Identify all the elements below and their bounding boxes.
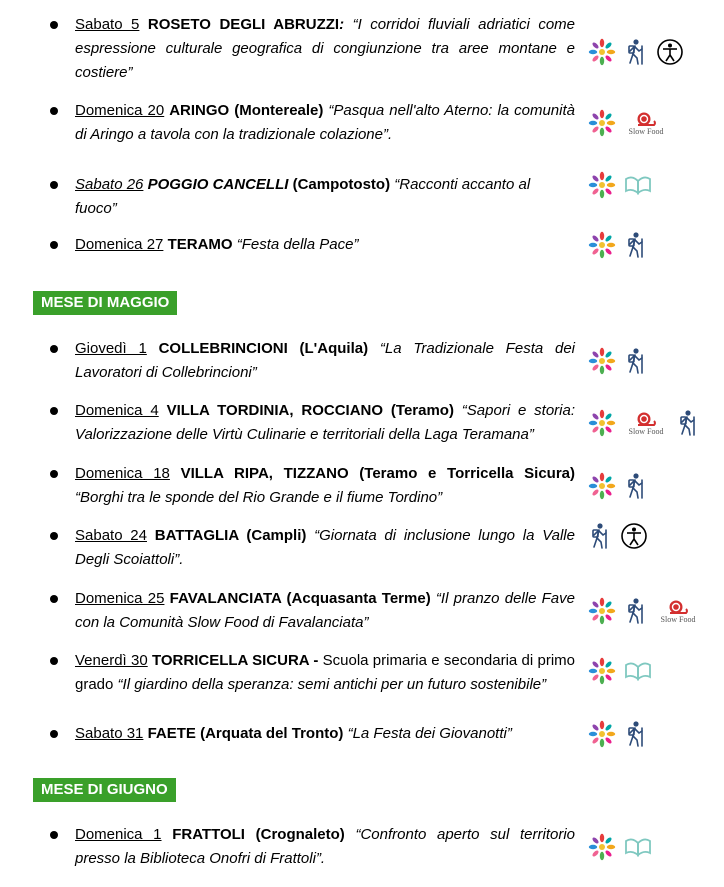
event-sep: : (339, 16, 345, 33)
event-place: ROSETO DEGLI ABRUZZI (147, 16, 340, 33)
bullet (50, 470, 58, 478)
event-icons (588, 109, 668, 137)
event-date: Domenica 18 (75, 465, 170, 482)
event-text (75, 173, 575, 221)
event-title: “Giornata di inclusione lungo la Valle Degli Scoiattoli”. (75, 527, 575, 568)
slow-food-label: Slow Food (628, 426, 664, 436)
event-icons (588, 409, 700, 437)
flower-icon (588, 38, 616, 66)
flower-icon (588, 833, 616, 861)
event-title: “Confronto aperto sul territorio presso la Biblioteca Onofri di Frattoli”. (75, 826, 576, 867)
flower-icon (588, 657, 616, 685)
event-date: Domenica 1 (75, 826, 162, 843)
bullet (50, 345, 58, 353)
hiker-icon (676, 409, 700, 437)
flower-icon (588, 171, 616, 199)
event-text (75, 722, 575, 746)
bullet (50, 241, 58, 249)
bullet (50, 407, 58, 415)
event-place: FAETE (Arquata del Tronto) (147, 725, 344, 742)
slow-food-logo (656, 599, 700, 624)
event-date: Sabato 31 (75, 725, 144, 742)
snail-icon (636, 111, 656, 127)
section-heading-maggio: MESE DI MAGGIO (33, 291, 177, 315)
snail-icon (668, 599, 688, 615)
event-icons (588, 522, 648, 550)
event-extra: (Campotosto) (288, 176, 395, 193)
event-text (75, 649, 575, 697)
event-place: VILLA TORDINIA, ROCCIANO (Teramo) (166, 402, 454, 419)
event-place: POGGIO CANCELLI (147, 176, 289, 193)
event-title: “Borghi tra le sponde del Rio Grande e il fiume Tordino” (75, 489, 443, 506)
bullet (50, 21, 58, 29)
hiker-icon (624, 597, 648, 625)
book-icon (624, 833, 652, 861)
event-text (75, 587, 575, 635)
event-icons (588, 472, 648, 500)
flower-icon (588, 720, 616, 748)
snail-icon (636, 411, 656, 427)
event-title: “Pasqua nell'alto Aterno: la comunità di Aringo a tavola con la tradizionale colazione”. (75, 102, 575, 143)
bullet (50, 730, 58, 738)
event-text (75, 13, 575, 85)
section-heading-giugno: MESE DI GIUGNO (33, 778, 176, 802)
event-text (75, 524, 575, 572)
event-place: BATTAGLIA (Campli) (154, 527, 307, 544)
event-date: Sabato 24 (75, 527, 147, 544)
event-date: Domenica 4 (75, 402, 159, 419)
hiker-icon (624, 231, 648, 259)
event-text (75, 233, 575, 257)
book-icon (624, 171, 652, 199)
flower-icon (588, 472, 616, 500)
bullet (50, 657, 58, 665)
event-icons (588, 720, 648, 748)
event-extra: Scuola primaria e secondaria di primo grado (75, 652, 576, 693)
flower-icon (588, 409, 616, 437)
bullet (50, 181, 58, 189)
event-icons (588, 657, 652, 685)
book-icon (624, 657, 652, 685)
event-text (75, 99, 575, 147)
accessibility-icon (656, 38, 684, 66)
slow-food-logo (624, 411, 668, 436)
event-icons (588, 171, 652, 199)
bullet (50, 831, 58, 839)
event-title: “I corridoi fluviali adriatici come espressione culturale geografica di congiunzione tra aree montane e costiere” (75, 16, 576, 81)
hiker-icon (624, 472, 648, 500)
event-date: Domenica 25 (75, 590, 165, 607)
flower-icon (588, 109, 616, 137)
event-title: “La Tradizionale Festa dei Lavoratori di Collebrincioni” (75, 340, 575, 381)
slow-food-label: Slow Food (660, 614, 696, 624)
event-text (75, 399, 575, 447)
event-title: “La Festa dei Giovanotti” (343, 725, 512, 742)
accessibility-icon (620, 522, 648, 550)
event-date: Domenica 20 (75, 102, 165, 119)
event-title: “Racconti accanto al fuoco” (75, 176, 531, 217)
flower-icon (588, 347, 616, 375)
event-text (75, 462, 575, 510)
flower-icon (588, 231, 616, 259)
event-date: Venerdì 30 (75, 652, 148, 669)
event-place: TORRICELLA SICURA - (151, 652, 319, 669)
event-date: Domenica 27 (75, 236, 164, 253)
event-place: VILLA RIPA, TIZZANO (Teramo e Torricella Sicura) (180, 465, 575, 482)
flower-icon (588, 597, 616, 625)
slow-food-label: Slow Food (628, 126, 664, 136)
bullet (50, 107, 58, 115)
event-date: Giovedì 1 (75, 340, 147, 357)
event-place: TERAMO (167, 236, 233, 253)
event-date: Sabato 26 (75, 176, 144, 193)
hiker-icon (624, 720, 648, 748)
event-icons (588, 597, 700, 625)
event-text (75, 337, 575, 385)
bullet (50, 595, 58, 603)
bullet (50, 532, 58, 540)
event-title: “Il giardino della speranza: semi antichi per un futuro sostenibile” (117, 676, 547, 693)
event-icons (588, 231, 648, 259)
hiker-icon (588, 522, 612, 550)
event-icons (588, 38, 684, 66)
event-title: “Sapori e storia: Valorizzazione delle Virtù Culinarie e territoriali della Laga Teramana” (75, 402, 576, 443)
event-title: “Festa della Pace” (232, 236, 359, 253)
event-place: FAVALANCIATA (Acquasanta Terme) (169, 590, 431, 607)
event-icons (588, 347, 648, 375)
event-place: ARINGO (Montereale) (169, 102, 324, 119)
event-icons (588, 833, 652, 861)
event-place: FRATTOLI (Crognaleto) (172, 826, 345, 843)
event-date: Sabato 5 (75, 16, 140, 33)
slow-food-logo (624, 111, 668, 136)
event-place: COLLEBRINCIONI (L'Aquila) (158, 340, 369, 357)
hiker-icon (624, 38, 648, 66)
event-title: “Il pranzo delle Fave con la Comunità Slow Food di Favalanciata” (75, 590, 575, 631)
hiker-icon (624, 347, 648, 375)
event-text (75, 823, 575, 871)
